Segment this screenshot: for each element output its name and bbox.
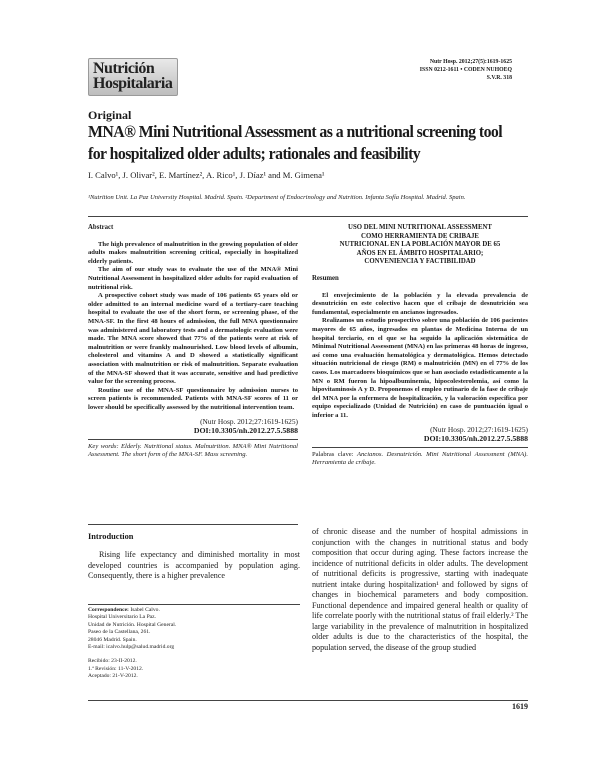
- section-label: Original: [88, 108, 132, 122]
- spanish-title-line: NUTRICIONAL EN LA POBLACIÓN MAYOR DE 65: [339, 241, 501, 249]
- date-accepted: Aceptado: 21-V-2012.: [88, 673, 138, 680]
- journal-meta-line: S.V.R. 318: [486, 75, 512, 81]
- resumen-paragraph: El envejecimiento de la población y la elevada prevalencia de desnutrición en este colectivo hacen que el cribaje de desnutrición sea fundamental, especialmente en ancianos ingresados.: [312, 291, 528, 316]
- intro-paragraph-cont: of chronic disease and the number of hospital admissions in conjunction with the changes in nutritional status and body composition that occur during aging. These factors increase the incidence of nutritional deficits in older adults. The development of nutritional deficits is progressive, starting with inadequate nutrient intake during hospitalization¹ and followed by signs of changes in biochemical parameters and body composition. Functional dependence and impaired general health or quality of life correlate poorly with the nutritional status of frail elderly.² The large variability in the prevalence of malnutrition in hospitalized older adults is due to the characteristics of the hospital, the population served, the disease of the group studied: [312, 527, 528, 652]
- correspondence-line: E-mail: icalvo.hulp@salud.madrid.org: [88, 644, 175, 651]
- abstract-paragraph: The high prevalence of malnutrition in the growing population of older adults makes malnutrition screening critical, especially in hospitalized elderly patients.: [88, 240, 298, 265]
- spanish-title: [312, 224, 528, 267]
- citation: (Nutr Hosp. 2012;27:1619-1625): [200, 417, 298, 427]
- spanish-title-line: CONVENIENCIA Y FACTIBILIDAD: [364, 258, 476, 266]
- date-received: Recibido: 23-II-2012.: [88, 658, 137, 665]
- abstract-es: [312, 224, 528, 468]
- correspondence-name: Isabel Calvo.: [130, 607, 160, 613]
- keywords-text: Elderly. Nutritional status. Malnutrition. MNA® Mini Nutritional Assessment. The short form of the MNA-SF. Mass screening.: [88, 442, 298, 459]
- resumen-paragraph: Realizamos un estudio prospectivo sobre una población de 106 pacientes mayores de 65 años, ingresados en plantas de Medicina Interna de un hospital terciario, en el que se ha seguido la aplicación sistemática de Minimal Nutritional Assessment (MNA) en las primeras 48 horas de ingreso, así como una evaluación hematológica y dermatológica. Hemos detectado situación nutricional de riesgo (RM) o malnutrición (MN) en el 77% de los casos. Los marcadores bioquímicos que se han asociado estadísticamente a la MN o RM fueron la hipoalbuminemia, hipocolesterolemia, así como la hipovitaminosis A y D. Proponemos el empleo rutinario de la fase de cribaje del MNA por la enfermera de hospitalización, y la valoración específica por equipo especializado (Unidad de Nutrición) en caso de puntuación igual o inferior a 11.: [312, 317, 528, 419]
- abstract-heading: Abstract: [88, 224, 114, 231]
- keywords-text: Ancianos. Desnutrición. Mini Nutritional Assessment (MNA). Herramienta de cribaje.: [312, 450, 528, 467]
- spanish-title-line: COMO HERRAMIENTA DE CRIBAJE: [361, 232, 479, 240]
- date-revision: 1.ª Revisión: 11-V-2012.: [88, 665, 144, 672]
- footer-divider: [88, 700, 528, 701]
- divider: [88, 439, 298, 440]
- correspondence-line: Unidad de Nutrición. Hospital General.: [88, 621, 177, 628]
- abstract-paragraph: A prospective cohort study was made of 106 patients 65 years old or older admitted to an internal medicine ward of a tertiary-care teaching hospital to evaluate the use of the short form, or screening phase, of the MNA-SF. In the first 48 hours of admission, the full MNA questionnaire was administered and laboratory tests and a dermatologic evaluation were made. The MNA score showed that 77% of the patients were at risk of malnutrition or were frankly malnourished. Low blood levels of albumin, cholesterol and vitamins A and D showed a statistically significant association with malnutrition or risk of malnutrition. Separate evaluation of the MNA-SF showed that it was accurate, sensitive and had predictive value for the screening process.: [88, 292, 298, 386]
- authors: I. Calvo¹, J. Olivar², E. Martínez², A. Rico¹, J. Díaz¹ and M. Gimena¹: [88, 170, 325, 180]
- doi: DOI:10.3305/nh.2012.27.5.5888: [423, 434, 528, 444]
- citation: (Nutr Hosp. 2012;27:1619-1625): [430, 425, 528, 435]
- abstract-paragraph: The aim of our study was to evaluate the use of the MNA® Mini Nutritional Assessment in hospitalized older adults for rapid evaluation of nutritional risk.: [88, 266, 298, 291]
- journal-meta-line: Nutr Hosp. 2012;27(5):1619-1625: [429, 59, 512, 65]
- spanish-title-line: AÑOS EN EL ÁMBITO HOSPITALARIO;: [356, 249, 484, 257]
- journal-logo-line1: Nutrición: [93, 60, 155, 77]
- divider: [312, 447, 528, 448]
- correspondence-line: Hospital Universitario La Paz.: [88, 614, 157, 621]
- keywords: [88, 443, 298, 460]
- divider: [88, 524, 298, 525]
- divider: [88, 216, 528, 217]
- correspondence-line: Paseo de la Castellana, 261.: [88, 629, 151, 636]
- abstract-en: [88, 224, 298, 460]
- journal-logo-line2: Hospitalaria: [93, 75, 173, 92]
- intro-left-text: [88, 550, 300, 582]
- article-title-line2: for hospitalized older adults; rationales and feasibility: [88, 144, 421, 163]
- intro-right-text: [312, 527, 528, 653]
- keywords-label: Palabras clave:: [312, 450, 354, 458]
- resumen-heading: Resumen: [312, 274, 339, 282]
- page-number: 1619: [512, 702, 528, 711]
- article-title: [88, 121, 503, 165]
- spanish-title-line: USO DEL MINI NUTRITIONAL ASSESSMENT: [348, 224, 492, 231]
- affiliations: ¹Nutrition Unit. La Paz University Hospital. Madrid. Spain. ²Department of Endocrinology and Nutrition. Infanta Sofía Hospital. Madrid. Spain.: [88, 194, 466, 201]
- correspondence-line: 28046 Madrid. Spain.: [88, 636, 137, 643]
- journal-meta-line: ISSN 0212-1611 • CODEN NUHOEQ: [419, 67, 512, 73]
- article-title-line1: MNA® Mini Nutritional Assessment as a nutritional screening tool: [88, 122, 503, 141]
- palabras-clave: [312, 451, 528, 468]
- journal-logo: [88, 58, 178, 96]
- divider: [88, 604, 300, 605]
- abstract-paragraph: Routine use of the MNA-SF questionnaire by admission nurses to screen patients is recommended. Patients with MNA-SF scores of 11 or lower should be specifically assessed by the nutritional intervention team.: [88, 386, 298, 411]
- correspondence: [88, 607, 300, 681]
- journal-meta: [420, 58, 512, 82]
- intro-paragraph: Rising life expectancy and diminished mortality in most developed countries is accompanied by population aging. Consequently, there is a higher prevalence: [88, 550, 300, 580]
- intro-heading: Introduction: [88, 532, 134, 541]
- doi: DOI:10.3305/nh.2012.27.5.5888: [193, 426, 298, 436]
- keywords-label: Key words:: [88, 442, 119, 450]
- correspondence-label: Correspondence:: [88, 607, 129, 613]
